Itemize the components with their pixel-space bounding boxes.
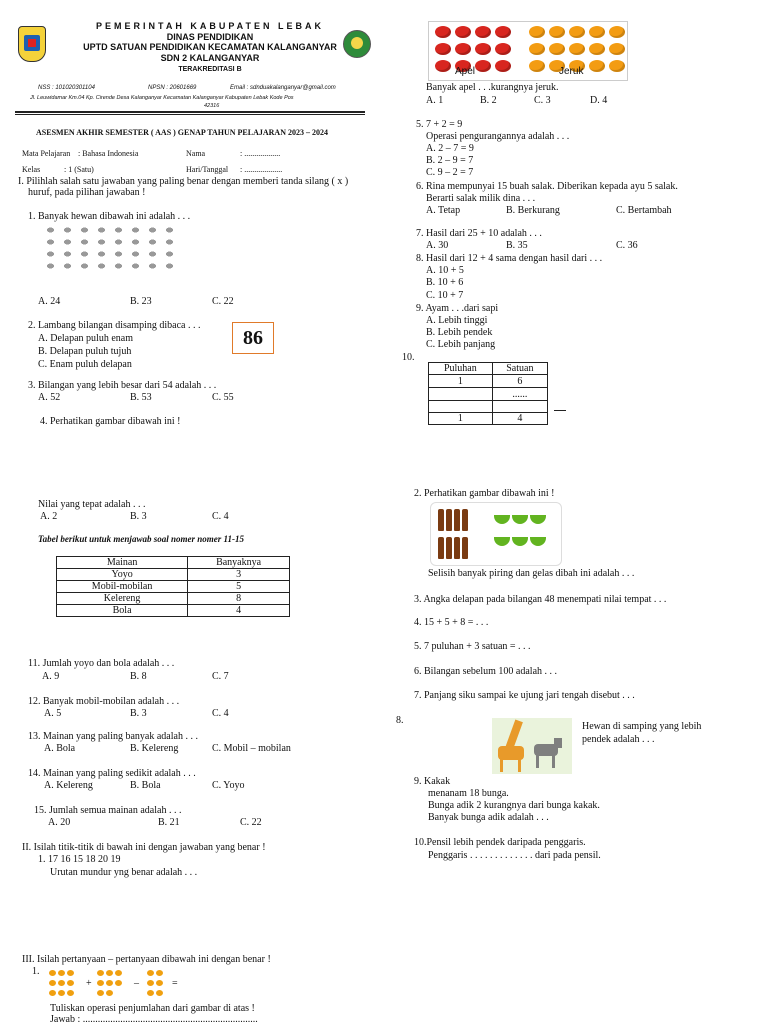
- toys-table-head-count: Banyaknya: [188, 557, 290, 569]
- r-q4-option-a[interactable]: A. 1: [426, 95, 444, 106]
- section-2-instruction: II. Isilah titik-titik di bawah ini dengan jawaban yang benar !: [22, 842, 266, 853]
- q1-option-b[interactable]: B. 23: [130, 296, 152, 307]
- q6-option-c[interactable]: C. Bertambah: [616, 205, 672, 216]
- q2-option-b[interactable]: B. Delapan puluh tujuh: [38, 346, 132, 357]
- toy-count: 8: [188, 593, 290, 605]
- bottles-bowls-image: [430, 502, 562, 566]
- q8-option-c[interactable]: C. 10 + 7: [426, 290, 464, 301]
- q9-option-b[interactable]: B. Lebih pendek: [426, 327, 493, 338]
- p6-text: 6. Bilangan sebelum 100 adalah . . .: [414, 666, 558, 677]
- q4-option-b[interactable]: B. 3: [130, 511, 147, 522]
- q10-number: 10.: [402, 352, 415, 363]
- table-caption: Tabel berikut untuk menjawab soal nomer nomer 11-15: [38, 534, 244, 544]
- q11-text: 11. Jumlah yoyo dan bola adalah . . .: [28, 658, 175, 669]
- p9-text-4: Banyak bunga adik adalah . . .: [428, 812, 549, 823]
- pv-cell: ......: [492, 388, 547, 401]
- day-value: : ...................: [240, 165, 283, 174]
- s3-q1-number: 1.: [32, 966, 40, 977]
- table-row: [57, 593, 290, 605]
- number-86-box: 86: [232, 322, 274, 354]
- toy-name: Bola: [57, 605, 188, 617]
- r-q4-text: Banyak apel . . .kurangnya jeruk.: [426, 82, 559, 93]
- oranges-addition-image: + – =: [48, 968, 198, 1000]
- q5-option-b[interactable]: B. 2 – 9 = 7: [426, 155, 474, 166]
- q2-option-c[interactable]: C. Enam puluh delapan: [38, 359, 132, 370]
- q9-option-c[interactable]: C. Lebih panjang: [426, 339, 496, 350]
- toy-name: Kelereng: [57, 593, 188, 605]
- p2-text: 2. Perhatikan gambar dibawah ini !: [414, 488, 555, 499]
- table-row: [429, 388, 548, 401]
- header-postcode: 42316: [204, 103, 220, 109]
- p10-text-cont: Penggaris . . . . . . . . . . . . . dari pada pensil.: [428, 850, 601, 861]
- header-uptd: UPTD SATUAN PENDIDIKAN KECAMATAN KALANGANYAR: [83, 42, 337, 52]
- q11-option-a[interactable]: A. 9: [42, 671, 60, 682]
- q8-option-b[interactable]: B. 10 + 6: [426, 277, 464, 288]
- q4-option-a[interactable]: A. 2: [40, 511, 58, 522]
- p5-text: 5. 7 puluhan + 3 satuan = . . .: [414, 641, 531, 652]
- subject-label: Mata Pelajaran: [22, 149, 71, 158]
- q3-option-c[interactable]: C. 55: [212, 392, 234, 403]
- animals-image: [42, 224, 178, 274]
- q12-option-c[interactable]: C. 4: [212, 708, 229, 719]
- pv-head-tens: Puluhan: [429, 363, 493, 375]
- toy-name: Yoyo: [57, 569, 188, 581]
- q9-option-a[interactable]: A. Lebih tinggi: [426, 315, 488, 326]
- orange-label: Jeruk: [559, 66, 584, 77]
- q8-text: 8. Hasil dari 12 + 4 sama dengan hasil dari . . .: [416, 253, 603, 264]
- q13-text: 13. Mainan yang paling banyak adalah . . .: [28, 731, 198, 742]
- header-email: Email : sdnduakalanganyar@gmail.com: [230, 85, 336, 91]
- q8-option-a[interactable]: A. 10 + 5: [426, 265, 464, 276]
- p4-text: 4. 15 + 5 + 8 = . . .: [414, 617, 489, 628]
- name-label: Nama: [186, 149, 206, 158]
- toys-table: [56, 556, 290, 617]
- s2-q1-numbers: 1. 17 16 15 18 20 19: [38, 854, 121, 865]
- q7-text: 7. Hasil dari 25 + 10 adalah . . .: [416, 228, 542, 239]
- q6-text-cont: Berarti salak milik dina . . .: [426, 193, 536, 204]
- p10-text: 10.Pensil lebih pendek daripada penggaris.: [414, 837, 586, 848]
- table-row: [429, 401, 548, 413]
- q6-option-a[interactable]: A. Tetap: [426, 205, 461, 216]
- day-label: Hari/Tanggal: [186, 165, 229, 174]
- p8-text-cont: pendek adalah . . .: [582, 734, 655, 745]
- header-school: SDN 2 KALANGANYAR: [160, 53, 260, 63]
- p9-text-3: Bunga adik 2 kurangnya dari bunga kakak.: [428, 800, 600, 811]
- p9-text: 9. Kakak: [414, 776, 451, 787]
- q5-option-a[interactable]: A. 2 – 7 = 9: [426, 143, 474, 154]
- q7-option-c[interactable]: C. 36: [616, 240, 638, 251]
- q7-option-b[interactable]: B. 35: [506, 240, 528, 251]
- s3-q1-question: Tuliskan operasi penjumlahan dari gambar di atas !: [50, 1003, 255, 1014]
- apple-label: Apel: [455, 66, 476, 77]
- header-divider: [15, 111, 365, 113]
- q6-text: 6. Rina mempunyai 15 buah salak. Diberikan kepada ayu 5 salak.: [416, 181, 678, 192]
- exam-title: ASESMEN AKHIR SEMESTER ( AAS ) GENAP TAHUN PELAJARAN 2023 – 2024: [36, 128, 328, 137]
- q12-text: 12. Banyak mobil-mobilan adalah . . .: [28, 696, 180, 707]
- q3-option-b[interactable]: B. 53: [130, 392, 152, 403]
- q14-option-b[interactable]: B. Bola: [130, 780, 161, 791]
- table-row: [57, 581, 290, 593]
- p9-text-2: menanam 18 bunga.: [428, 788, 509, 799]
- p8-text: Hewan di samping yang lebih: [582, 721, 702, 732]
- header-department: DINAS PENDIDIKAN: [166, 32, 254, 42]
- q12-option-b[interactable]: B. 3: [130, 708, 147, 719]
- q5-text: 5. 7 + 2 = 9: [416, 119, 463, 130]
- pv-cell: [492, 401, 547, 413]
- pv-head-ones: Satuan: [492, 363, 547, 375]
- p7-text: 7. Panjang siku sampai ke ujung jari tengah disebut . . .: [414, 690, 635, 701]
- q15-text: 15. Jumlah semua mainan adalah . . .: [34, 805, 182, 816]
- q6-option-b[interactable]: B. Berkurang: [506, 205, 560, 216]
- apples-oranges-image: [428, 21, 628, 81]
- table-row: [57, 569, 290, 581]
- header-government: PEMERINTAH KABUPATEN LEBAK: [96, 21, 324, 31]
- q15-option-a[interactable]: A. 20: [48, 817, 71, 828]
- q15-option-b[interactable]: B. 21: [158, 817, 180, 828]
- q13-option-b[interactable]: B. Kelereng: [130, 743, 179, 754]
- section-3-instruction: III. Isilah pertanyaan – pertanyaan dibawah ini dengan benar !: [22, 954, 271, 965]
- s3-q1-answer-line[interactable]: Jawab : ......................................................................: [50, 1014, 258, 1025]
- q7-option-a[interactable]: A. 30: [426, 240, 449, 251]
- q14-text: 14. Mainan yang paling sedikit adalah . . .: [28, 768, 196, 779]
- q12-option-a[interactable]: A. 5: [44, 708, 62, 719]
- toy-count: 4: [188, 605, 290, 617]
- giraffe-horse-image: [492, 718, 572, 774]
- q14-option-a[interactable]: A. Kelereng: [44, 780, 93, 791]
- q1-option-c[interactable]: C. 22: [212, 296, 234, 307]
- table-row: [57, 605, 290, 617]
- q11-option-b[interactable]: B. 8: [130, 671, 147, 682]
- header-address: Jl. Leuwidamar Km.04 Kp. Cirende Desa Kalanganyar Kecamatan Kalanganyar Kabupaten Lebak Kode Pos: [30, 95, 294, 101]
- toy-count: 5: [188, 581, 290, 593]
- pv-cell: 1: [429, 375, 493, 388]
- r-q4-option-c[interactable]: C. 3: [534, 95, 551, 106]
- logo-lebak: [18, 26, 46, 62]
- toy-name: Mobil-mobilan: [57, 581, 188, 593]
- toy-count: 3: [188, 569, 290, 581]
- q14-option-c[interactable]: C. Yoyo: [212, 780, 245, 791]
- pv-cell: 4: [492, 413, 547, 425]
- header-nss: NSS : 101020301104: [38, 85, 95, 91]
- toys-table-head-toy: Mainan: [57, 557, 188, 569]
- q5-question: Operasi pengurangannya adalah . . .: [426, 131, 570, 142]
- q13-option-a[interactable]: A. Bola: [44, 743, 76, 754]
- q11-option-c[interactable]: C. 7: [212, 671, 229, 682]
- class-label: Kelas: [22, 165, 41, 174]
- q9-text: 9. Ayam . . .dari sapi: [416, 303, 499, 314]
- p8-number: 8.: [396, 715, 404, 726]
- table-row: [429, 375, 548, 388]
- table-row: [429, 413, 548, 425]
- pv-cell: 6: [492, 375, 547, 388]
- section-1-instruction-cont: huruf, pada pilihan jawaban !: [28, 187, 146, 198]
- subject-value: : Bahasa Indonesia: [78, 149, 139, 158]
- r-q4-option-b[interactable]: B. 2: [480, 95, 497, 106]
- section-1-instruction: I. Pilihlah salah satu jawaban yang paling benar dengan memberi tanda silang ( x ): [18, 176, 349, 187]
- r-q4-option-d[interactable]: D. 4: [590, 95, 608, 106]
- q4-option-c[interactable]: C. 4: [212, 511, 229, 522]
- header-npsn: NPSN : 20601669: [148, 85, 197, 91]
- header-divider-thin: [15, 114, 365, 115]
- pv-cell: [429, 401, 493, 413]
- class-value: : 1 (Satu): [64, 165, 94, 174]
- q1-option-a[interactable]: A. 24: [38, 296, 61, 307]
- p2-question: Selisih banyak piring dan gelas dibah ini adalah . . .: [428, 568, 635, 579]
- q5-option-c[interactable]: C. 9 – 2 = 7: [426, 167, 474, 178]
- q2-option-a[interactable]: A. Delapan puluh enam: [38, 333, 133, 344]
- q4-question: Nilai yang tepat adalah . . .: [38, 499, 146, 510]
- q15-option-c[interactable]: C. 22: [240, 817, 262, 828]
- s2-q1-question: Urutan mundur yng benar adalah . . .: [50, 867, 198, 878]
- q1-text: 1. Banyak hewan dibawah ini adalah . . .: [28, 211, 191, 222]
- pv-cell: [429, 388, 493, 401]
- q13-option-c[interactable]: C. Mobil – mobilan: [212, 743, 291, 754]
- q4-text: 4. Perhatikan gambar dibawah ini !: [40, 416, 181, 427]
- pv-cell: 1: [429, 413, 493, 425]
- name-value: : ..................: [240, 149, 281, 158]
- q3-option-a[interactable]: A. 52: [38, 392, 61, 403]
- q3-text: 3. Bilangan yang lebih besar dari 54 adalah . . .: [28, 380, 217, 391]
- q2-text: 2. Lambang bilangan disamping dibaca . . .: [28, 320, 201, 331]
- place-value-table: [428, 362, 548, 425]
- minus-sign: [554, 410, 566, 411]
- header-accreditation: TERAKREDITASI B: [178, 66, 242, 73]
- p3-text: 3. Angka delapan pada bilangan 48 menempati nilai tempat . . .: [414, 594, 667, 605]
